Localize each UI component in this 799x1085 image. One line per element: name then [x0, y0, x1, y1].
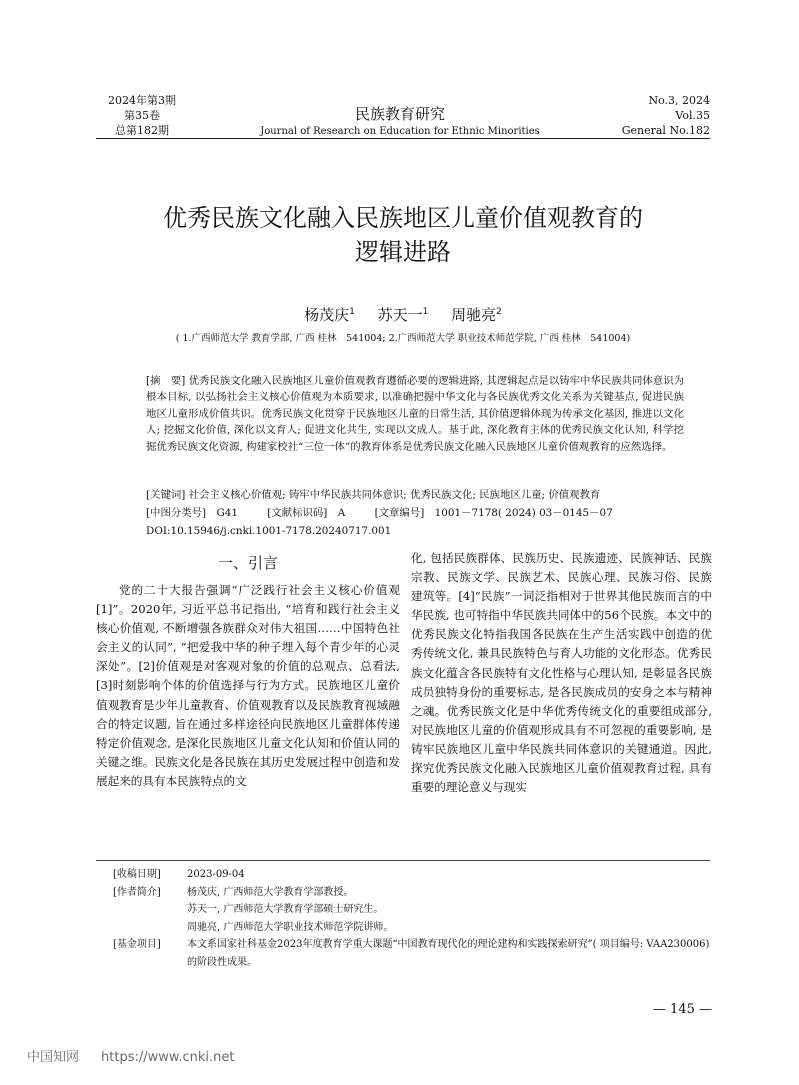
- article-title: [96, 201, 710, 269]
- volume-line: 第35卷: [124, 109, 160, 122]
- doi: DOI:10.15946/j.cnki.1001-7178.20240717.001: [146, 525, 392, 537]
- author: 周驰亮$^2$: [451, 306, 502, 324]
- journal-name: [230, 104, 570, 138]
- title-line-1: 优秀民族文化融入民族地区儿童价值观教育的: [163, 204, 643, 232]
- general-no-line-en: General No.182: [621, 124, 710, 137]
- abstract-text: 优秀民族文化融入民族地区儿童价值观教育遵循必要的逻辑进路, 其逻辑起点是以铸牢中华民族共同体意识为根本目标, 以弘扬社会主义核心价值观为本质要求, 以准确把握中华文化与各民族优秀文化关系为关键基点, 促进民族地区儿童形成价值共识。优秀民族文化贯穿于民族地区儿童的日常生活, 其价值逻辑体现为传承文化基因, 推进以文化人; 挖掘文化价值, 深化以文育人; 促进文化共生, 实现以文成人。基于此, 深化教育主体的优秀民族文化认知, 科学挖掘优秀民族文化资源, 构建家校社“三位一体”的教育体系是优秀民族文化融入民族地区儿童价值观教育的应然选择。: [146, 375, 684, 453]
- footnote-row: [基金项目] 本文系国家社科基金2023年度教育学重大课题“中国教育现代化的理论建构和实践探索研究”( 项目编号: VAA230006) 的阶段性成果。: [113, 939, 710, 968]
- watermark-site: 中国知网: [27, 1050, 80, 1065]
- abstract-label: [摘 要]: [146, 375, 186, 387]
- keywords-text: 社会主义核心价值观; 铸牢中华民族共同体意识; 优秀民族文化; 民族地区儿童; 价值观教育: [188, 489, 601, 501]
- footnote-row: [作者简介] 杨茂庆, 广西师范大学教育学部教授。: [113, 886, 354, 898]
- watermark-url[interactable]: https://www.cnki.net: [101, 1050, 235, 1065]
- abstract: [146, 373, 684, 455]
- author: 苏天一$^1$: [377, 306, 429, 324]
- issue-line: 2024年第3期: [108, 94, 176, 107]
- footnote-rule: [96, 860, 710, 861]
- keywords-label: [关键词]: [146, 489, 186, 501]
- title-line-2: 逻辑进路: [355, 238, 451, 266]
- article-number: [文章编号] 1001－7178( 2024) 03－0145－07: [374, 507, 613, 519]
- footnote-row: [收稿日期] 2023-09-04: [113, 869, 245, 880]
- footnotes: [113, 866, 713, 971]
- body-column-right: 化, 包括民族群体、民族历史、民族遗迹、民族神话、民族宗教、民族文学、民族艺术、民族心理、民族习俗、民族建筑等。[4]“民族”一词泛指相对于世界其他民族而言的中华民族, 也可特指中华民族共同体中的56个民族。本文中的优秀民族文化特指我国各民族在生产生活实践中创造的优秀传统文化, 兼具民族特色与育人功能的文化形态。优秀民族文化蕴含各民族特有文化性格与心理认知, 是彰显各民族成员独特身份的重要标志, 是各民族成员的安身之本与精神之魂。优秀民族文化是中华优秀传统文化的重要组成部分, 对民族地区儿童的价值观形成具有不可忽视的重要影响, 是铸牢民族地区儿童中华民族共同体意识的关键通道。因此, 探究优秀民族文化融入民族地区儿童价值观教育过程, 具有重要的理论意义与现实: [411, 551, 712, 795]
- document-code: [文献标识码] A: [267, 507, 346, 519]
- general-no-line: 总第182期: [115, 124, 169, 137]
- footnote-row: 苏天一, 广西师范大学教育学部硕士研究生。: [187, 904, 384, 915]
- volume-line-en: Vol.35: [675, 109, 710, 122]
- issue-info-en: [600, 93, 710, 138]
- journal-name-cn: 民族教育研究: [354, 105, 445, 123]
- issue-info-cn: [96, 93, 188, 138]
- body-column-left: 党的二十大报告强调“广泛践行社会主义核心价值观[1]”。2020年, 习近平总书记指出, “培育和践行社会主义核心价值观, 不断增强各族群众对伟大祖国……中国特色社会主义的认同”, “把爱我中华的种子埋入每个青少年的心灵深处”。[2]价值观是对客观对象的价值的总观点、总看法, [3]时刻影响个体的价值选择与行为方式。民族地区儿童价值观教育是少年儿童教育、价值观教育以及民族教育视域融合的特定议题, 旨在通过多样途径向民族地区儿童群体传递特定价值观念, 是深化民族地区儿童文化认知和价值认同的关键之维。民族文化是各民族在其历史发展过程中创造和发展起来的具有本民族特点的文: [96, 583, 400, 788]
- footnote-row: 周驰亮, 广西师范大学职业技术师范学院讲师。: [187, 921, 394, 933]
- page-number: — 145 —: [652, 1002, 712, 1017]
- clc-code: [中图分类号] G41: [146, 507, 238, 519]
- keywords: [146, 487, 686, 503]
- section-heading: 一、引言: [217, 554, 278, 572]
- journal-name-en: Journal of Research on Education for Ethnic Minorities: [260, 126, 540, 137]
- author-list: [96, 302, 710, 325]
- affiliation: ( 1.广西师范大学 教育学部, 广西 桂林 541004; 2.广西师范大学 职业技术师范学院, 广西 桂林 541004): [175, 333, 631, 344]
- cnki-watermark: [27, 1050, 234, 1066]
- header-rule: [96, 138, 710, 139]
- author: 杨茂庆$^1$: [304, 306, 355, 324]
- classification-codes: [146, 505, 686, 521]
- issue-line-en: No.3, 2024: [648, 94, 710, 107]
